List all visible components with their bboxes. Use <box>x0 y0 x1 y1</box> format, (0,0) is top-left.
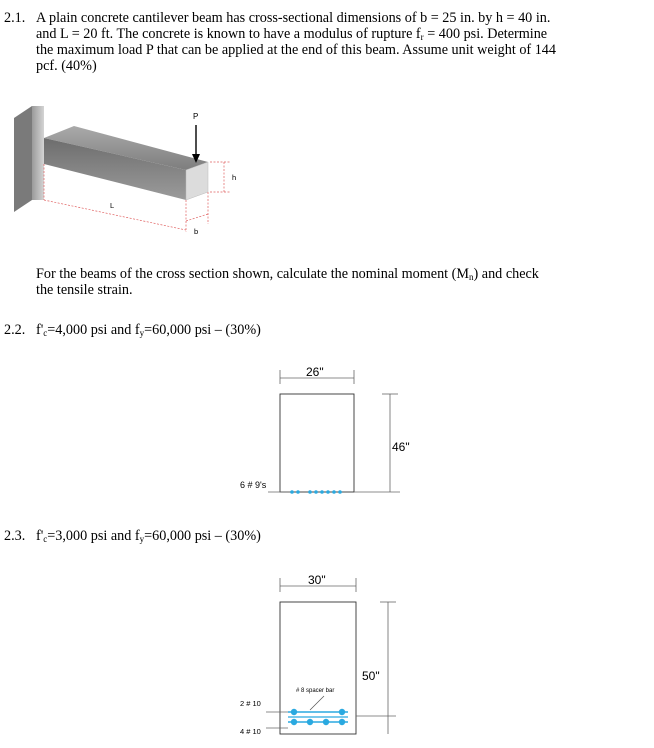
length-label: L <box>110 201 115 210</box>
depth-label: 46" <box>392 440 410 454</box>
load-label: P <box>193 112 199 121</box>
bottom-bars-label: 4 # 10 <box>240 727 261 736</box>
spacer-label: # 8 spacer bar <box>296 688 335 694</box>
problem-number: 2.3. <box>4 528 26 544</box>
problem-line: and L = 20 ft. The concrete is known to have a modulus of rupture $f_r = 400$ psi. Determine <box>36 26 548 42</box>
depth-label: 50" <box>362 669 380 683</box>
width-label: 26" <box>306 365 324 379</box>
wall-face <box>32 106 44 200</box>
problem-line: the maximum load P that can be applied at the end of this beam. Assume unit weight of 144 <box>36 42 556 58</box>
intro-text <box>36 266 539 298</box>
cantilever-figure <box>10 100 270 250</box>
beam-section-2-2 <box>220 356 440 516</box>
height-label: h <box>232 173 237 182</box>
beam-section-2-3 <box>220 566 420 748</box>
rebar-group <box>290 490 342 494</box>
section-outline <box>280 602 356 734</box>
intro-line-2: the tensile strain. <box>36 282 133 299</box>
problem-number: 2.2. <box>4 322 26 338</box>
problem-line: pcf. (40%) <box>36 58 97 74</box>
width-label: 30" <box>308 573 326 587</box>
width-label: b <box>194 227 199 236</box>
problem-materials: $f'_c=3,000$ psi and $f_y=60,000$ psi – (30%) <box>36 528 261 544</box>
problem-number: 2.1. <box>4 10 26 26</box>
top-bars-label: 2 # 10 <box>240 699 261 708</box>
bars-label: 6 # 9's <box>240 480 267 490</box>
wall <box>14 106 32 212</box>
problem-materials: $f'_c=4,000$ psi and $f_y=60,000$ psi – (30%) <box>36 322 261 338</box>
problem-line: A plain concrete cantilever beam has cross-sectional dimensions of b = 25 in. by h = 40 in. <box>36 10 551 26</box>
section-outline <box>280 394 354 492</box>
intro-line-1: For the beams of the cross section shown, calculate the nominal moment $(M_n)$ and check <box>36 266 539 282</box>
